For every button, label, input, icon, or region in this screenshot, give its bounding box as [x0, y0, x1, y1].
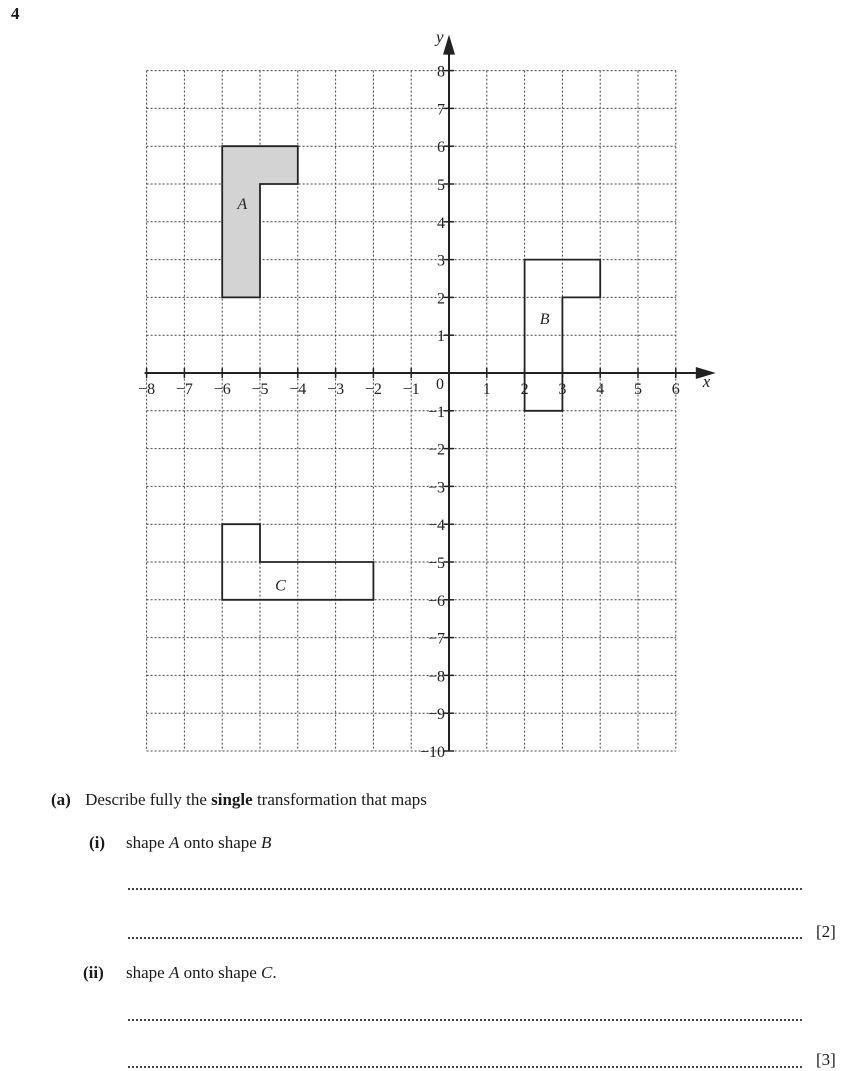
- shape-label-b: B: [539, 311, 550, 329]
- y-tick-label: −4: [427, 517, 445, 535]
- shape-label-a: A: [237, 195, 248, 213]
- sub-ii-text-2: onto shape: [179, 963, 262, 982]
- question-number: 4: [11, 4, 20, 23]
- sub-i-label: (i): [89, 833, 106, 852]
- y-axis-arrow: [443, 35, 455, 55]
- sub-ii-text-3: .: [272, 963, 277, 982]
- y-tick-label: 2: [437, 290, 445, 308]
- part-a-label: (a): [51, 790, 71, 809]
- part-a-text-before: Describe fully the: [85, 790, 212, 809]
- sub-i-shape-2: B: [261, 833, 272, 852]
- sub-i-shape-1: A: [168, 833, 180, 852]
- y-tick-label: 7: [437, 101, 445, 119]
- y-tick-label: 6: [437, 139, 445, 157]
- x-tick-label: 2: [520, 381, 529, 398]
- y-tick-label: −6: [427, 592, 445, 610]
- sub-i-text: [126, 833, 271, 853]
- y-tick-label: 3: [437, 252, 445, 270]
- x-tick-label: 6: [671, 381, 680, 398]
- y-tick-label: −9: [427, 706, 445, 724]
- x-tick-label: −8: [138, 381, 156, 398]
- y-tick-label: 1: [437, 328, 445, 346]
- x-tick-label: −1: [402, 381, 420, 398]
- shape-a: [222, 146, 298, 297]
- y-tick-label: 8: [437, 63, 445, 81]
- y-tick-label: 4: [437, 214, 445, 232]
- x-tick-label: 1: [482, 381, 491, 398]
- tick-labels: [138, 64, 680, 761]
- origin-label: 0: [436, 376, 444, 393]
- part-a-text-bold: single: [211, 790, 253, 809]
- sub-i-text-2: onto shape: [179, 833, 262, 852]
- sub-ii-prompt: [83, 963, 104, 983]
- x-tick-label: −3: [327, 381, 345, 398]
- x-tick-label: −6: [213, 381, 231, 398]
- x-tick-label: −2: [364, 381, 382, 398]
- answer-line-ii-1[interactable]: [128, 1019, 802, 1021]
- y-tick-label: −3: [427, 479, 445, 497]
- y-tick-label: −10: [419, 744, 445, 761]
- sub-ii-text: [126, 963, 277, 983]
- y-tick-label: −5: [427, 555, 445, 572]
- y-tick-label: −7: [427, 630, 445, 648]
- marks-i: [2]: [816, 922, 836, 941]
- sub-i-prompt: [89, 833, 105, 853]
- sub-i-text-1: shape: [126, 833, 169, 852]
- y-tick-label: 5: [437, 177, 445, 194]
- y-tick-label: −1: [427, 403, 445, 421]
- x-tick-label: 5: [634, 381, 642, 398]
- answer-line-ii-2[interactable]: [128, 1066, 802, 1068]
- marks-ii: [3]: [816, 1050, 836, 1069]
- x-tick-label: 3: [558, 381, 567, 398]
- sub-ii-text-1: shape: [126, 963, 169, 982]
- sub-ii-label: (ii): [83, 963, 104, 982]
- y-tick-label: −8: [427, 668, 445, 686]
- sub-ii-shape-2: C: [261, 963, 273, 982]
- x-tick-label: −4: [289, 381, 307, 398]
- x-tick-label: 4: [596, 381, 605, 398]
- answer-line-i-1[interactable]: [128, 888, 802, 890]
- part-a-text-after: transformation that maps: [252, 790, 427, 809]
- part-a-prompt: [51, 790, 427, 810]
- x-tick-label: −7: [175, 381, 193, 398]
- shape-label-c: C: [275, 577, 286, 595]
- y-tick-label: −2: [427, 441, 445, 459]
- answer-line-i-2[interactable]: [128, 937, 802, 939]
- sub-ii-shape-1: A: [168, 963, 180, 982]
- x-tick-label: −5: [251, 381, 269, 398]
- x-axis-name: x: [702, 372, 711, 391]
- y-axis-name: y: [436, 27, 444, 47]
